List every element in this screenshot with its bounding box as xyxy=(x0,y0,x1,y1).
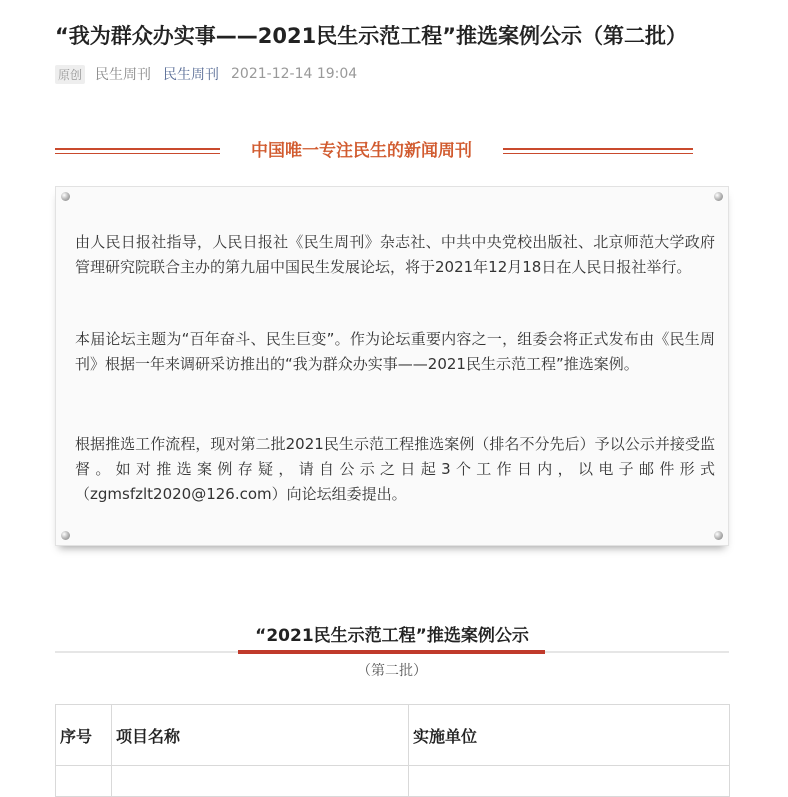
column-header-unit: 实施单位 xyxy=(409,705,730,766)
article-meta xyxy=(55,64,357,84)
notice-paragraph: 根据推选工作流程，现对第二批2021民生示范工程推选案例（排名不分先后）予以公示并接受监督。如对推选案例存疑，请自公示之日起3个工作日内，以电子邮件形式（zgmsfzlt2020@126.com）向论坛组委提出。 xyxy=(75,435,715,503)
banner-divider-left xyxy=(55,148,220,154)
pin-icon xyxy=(714,192,723,201)
table-row xyxy=(56,766,730,797)
article-title: “我为群众办实事——2021民生示范工程”推选案例公示（第二批） xyxy=(55,24,688,48)
table-cell xyxy=(56,766,112,797)
notice-card xyxy=(55,186,729,546)
column-header-project: 项目名称 xyxy=(112,705,409,766)
original-badge: 原创 xyxy=(55,65,85,84)
section-underline xyxy=(238,650,545,654)
cases-table xyxy=(55,704,730,797)
account-link[interactable]: 民生周刊 xyxy=(163,67,220,83)
notice-paragraph: 由人民日报社指导，人民日报社《民生周刊》杂志社、中共中央党校出版社、北京师范大学政府管理研究院联合主办的第九届中国民生发展论坛，将于2021年12月18日在人民日报社举行。 xyxy=(75,233,715,276)
table-cell xyxy=(112,766,409,797)
table-cell xyxy=(409,766,730,797)
pin-icon xyxy=(61,192,70,201)
pin-icon xyxy=(714,531,723,540)
section-title: “2021民生示范工程”推选案例公示 xyxy=(255,626,529,646)
notice-paragraph: 本届论坛主题为“百年奋斗、民生巨变”。作为论坛重要内容之一，组委会将正式发布由《民生周刊》根据一年来调研采访推出的“我为群众办实事——2021民生示范工程”推选案例。 xyxy=(75,330,715,373)
publish-date: 2021-12-14 19:04 xyxy=(231,66,358,82)
author-name: 民生周刊 xyxy=(95,67,152,83)
table-header-row xyxy=(56,705,730,766)
column-header-index: 序号 xyxy=(56,705,112,766)
pin-icon xyxy=(61,531,70,540)
banner-slogan: 中国唯一专注民生的新闻周刊 xyxy=(251,141,472,161)
batch-label: （第二批） xyxy=(357,663,427,679)
banner-divider-right xyxy=(503,148,693,154)
